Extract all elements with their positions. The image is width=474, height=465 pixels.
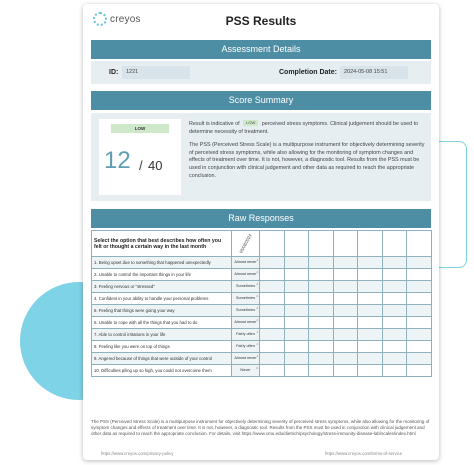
report-page xyxy=(83,4,439,460)
empty-cell xyxy=(382,293,407,305)
empty-cell xyxy=(382,353,407,365)
logo-text: creyos xyxy=(110,13,141,25)
completion-date-label: Completion Date: xyxy=(279,69,337,76)
empty-cell xyxy=(309,353,334,365)
answer-cell xyxy=(232,269,260,281)
question-cell: 7. Able to control irritations in your life xyxy=(92,329,232,341)
empty-cell xyxy=(284,365,309,377)
footer-note: The PSS (Perceived Stress Scale) is a multipurpose instrument for objectively determining severity of perceived stress symptoms, while also allowing for the monitoring of symptom changes and effects of treatment over time. It is not, however, a diagnostic tool. Results from the PSS must be used in conjunction with clinical judgement and other data as required to reach the appropriate conclusion. For details, visit https://www.cmu.edu/dietrich/psychology/stress-immunity-disease-lab/scales/index.html xyxy=(91,419,430,436)
empty-cell xyxy=(309,269,334,281)
question-cell: 9. Angered because of things that were outside of your control xyxy=(92,353,232,365)
empty-cell xyxy=(382,329,407,341)
empty-cell xyxy=(309,317,334,329)
empty-cell xyxy=(407,305,432,317)
result-suffix: perceived stress symptoms. Clinical judgement should be used to determine necessity of treatment. xyxy=(189,121,419,135)
empty-cell xyxy=(260,281,285,293)
empty-cell xyxy=(382,269,407,281)
answer-cell xyxy=(232,305,260,317)
question-cell: 4. Confident in your ability to handle your personal problems xyxy=(92,293,232,305)
table-row xyxy=(92,305,432,317)
score-summary xyxy=(91,113,431,201)
answer-score: 2 xyxy=(256,282,258,286)
answer-cell xyxy=(232,281,260,293)
answer-text: Almost never xyxy=(234,356,257,361)
answer-cell xyxy=(232,353,260,365)
question-cell: 2. Unable to control the important things in your life xyxy=(92,269,232,281)
empty-cell xyxy=(333,329,358,341)
terms-of-service-link[interactable]: https://www.creyos.com/terms-of-service xyxy=(325,451,403,456)
severity-badge: LOW xyxy=(111,124,169,133)
empty-column-header xyxy=(358,231,383,257)
empty-cell xyxy=(333,341,358,353)
empty-cell xyxy=(358,353,383,365)
empty-cell xyxy=(284,317,309,329)
empty-cell xyxy=(333,293,358,305)
table-row xyxy=(92,329,432,341)
empty-cell xyxy=(407,281,432,293)
empty-cell xyxy=(382,305,407,317)
score-summary-header: Score Summary xyxy=(91,91,431,110)
empty-cell xyxy=(260,293,285,305)
empty-cell xyxy=(358,269,383,281)
answer-score: 1 xyxy=(256,318,258,322)
answer-cell xyxy=(232,317,260,329)
empty-cell xyxy=(407,257,432,269)
empty-cell xyxy=(333,281,358,293)
date-column-header: 05/08/2024 xyxy=(232,231,260,257)
answer-score: 1 xyxy=(256,330,258,334)
empty-cell xyxy=(407,353,432,365)
empty-cell xyxy=(284,341,309,353)
answer-cell xyxy=(232,293,260,305)
empty-cell xyxy=(260,317,285,329)
answer-text: Never xyxy=(240,368,251,373)
answer-cell xyxy=(232,257,260,269)
empty-cell xyxy=(333,269,358,281)
id-label: ID: xyxy=(109,69,119,76)
answer-score: 1 xyxy=(256,342,258,346)
privacy-policy-link[interactable]: https://www.creyos.com/privacy-policy xyxy=(101,451,174,456)
empty-cell xyxy=(284,353,309,365)
empty-cell xyxy=(382,257,407,269)
answer-text: Almost never xyxy=(234,260,257,265)
score-card xyxy=(99,119,181,195)
empty-cell xyxy=(358,281,383,293)
empty-cell xyxy=(284,257,309,269)
empty-cell xyxy=(333,365,358,377)
table-row xyxy=(92,257,432,269)
answer-text: Sometimes xyxy=(236,308,255,313)
answer-score: 1 xyxy=(256,270,258,274)
empty-cell xyxy=(260,353,285,365)
question-cell: 10. Difficulties piling up so high, you could not overcome them xyxy=(92,365,232,377)
empty-cell xyxy=(407,293,432,305)
question-cell: 1. Being upset due to something that happened unexpectedly xyxy=(92,257,232,269)
assessment-details xyxy=(91,61,431,84)
empty-column-header xyxy=(382,231,407,257)
table-row xyxy=(92,353,432,365)
empty-cell xyxy=(284,329,309,341)
empty-cell xyxy=(382,341,407,353)
empty-cell xyxy=(358,317,383,329)
raw-responses-header: Raw Responses xyxy=(91,209,431,228)
empty-cell xyxy=(284,293,309,305)
empty-cell xyxy=(407,329,432,341)
table-row xyxy=(92,281,432,293)
answer-text: Sometimes xyxy=(236,284,255,289)
empty-cell xyxy=(309,281,334,293)
id-value: 1221 xyxy=(122,66,190,79)
empty-cell xyxy=(407,341,432,353)
empty-cell xyxy=(309,305,334,317)
question-cell: 6. Unable to cope with all the things that you had to do xyxy=(92,317,232,329)
empty-cell xyxy=(382,317,407,329)
empty-cell xyxy=(260,329,285,341)
completion-date-value: 2024-05-08 15:51 xyxy=(340,66,408,79)
answer-text: Fairly often xyxy=(236,344,255,349)
empty-cell xyxy=(284,269,309,281)
empty-cell xyxy=(309,365,334,377)
raw-responses-table xyxy=(91,230,431,377)
answer-text: Sometimes xyxy=(236,296,255,301)
summary-description: The PSS (Perceived Stress Scale) is a multipurpose instrument for objectively determining severity of perceived stress symptoms, while also allowing for the monitoring of symptom changes and effects of treatment over time. It is not, however, a diagnostic tool. Results from the PSS must be used in conjunction with clinical judgement and other data as required to reach the appropriate conclusion. xyxy=(189,142,425,179)
answer-text: Almost never xyxy=(234,320,257,325)
answer-cell xyxy=(232,329,260,341)
empty-cell xyxy=(309,293,334,305)
empty-cell xyxy=(333,257,358,269)
answer-text: Almost never xyxy=(234,272,257,277)
answer-cell xyxy=(232,341,260,353)
result-prefix: Result is indicative of xyxy=(189,121,240,127)
empty-column-header xyxy=(260,231,285,257)
empty-cell xyxy=(407,269,432,281)
empty-cell xyxy=(260,305,285,317)
question-cell: 5. Feeling that things were going your way xyxy=(92,305,232,317)
empty-cell xyxy=(309,257,334,269)
empty-cell xyxy=(333,353,358,365)
empty-cell xyxy=(260,269,285,281)
empty-cell xyxy=(358,329,383,341)
empty-cell xyxy=(260,257,285,269)
score-max: 40 xyxy=(148,158,163,173)
table-row xyxy=(92,365,432,377)
answer-score: 2 xyxy=(256,306,258,310)
answer-cell xyxy=(232,365,260,377)
empty-cell xyxy=(333,317,358,329)
empty-cell xyxy=(260,365,285,377)
empty-cell xyxy=(284,281,309,293)
empty-cell xyxy=(407,317,432,329)
answer-score: 2 xyxy=(256,294,258,298)
empty-cell xyxy=(333,305,358,317)
score-separator: / xyxy=(139,158,143,173)
empty-column-header xyxy=(407,231,432,257)
empty-cell xyxy=(382,281,407,293)
empty-cell xyxy=(309,341,334,353)
empty-cell xyxy=(284,305,309,317)
empty-cell xyxy=(358,365,383,377)
table-row xyxy=(92,269,432,281)
empty-cell xyxy=(407,365,432,377)
summary-text xyxy=(189,120,427,180)
empty-cell xyxy=(382,365,407,377)
result-badge: LOW xyxy=(243,120,258,126)
empty-cell xyxy=(260,341,285,353)
score-value: 12 xyxy=(104,147,131,174)
answer-score: 1 xyxy=(256,258,258,262)
empty-column-header xyxy=(333,231,358,257)
empty-cell xyxy=(358,293,383,305)
empty-cell xyxy=(309,329,334,341)
empty-column-header xyxy=(284,231,309,257)
table-row xyxy=(92,317,432,329)
page-title: PSS Results xyxy=(225,14,297,28)
question-header: Select the option that best describes how often you felt or thought a certain way in the last month xyxy=(92,231,232,257)
assessment-details-header: Assessment Details xyxy=(91,40,431,59)
table-row xyxy=(92,341,432,353)
question-cell: 3. Feeling nervous or "stressed" xyxy=(92,281,232,293)
answer-score: 1 xyxy=(256,354,258,358)
empty-column-header xyxy=(309,231,334,257)
answer-text: Fairly often xyxy=(236,332,255,337)
empty-cell xyxy=(358,341,383,353)
empty-cell xyxy=(358,257,383,269)
empty-cell xyxy=(358,305,383,317)
question-cell: 8. Feeling like you were on top of things xyxy=(92,341,232,353)
answer-score: 0 xyxy=(256,366,258,370)
table-row xyxy=(92,293,432,305)
